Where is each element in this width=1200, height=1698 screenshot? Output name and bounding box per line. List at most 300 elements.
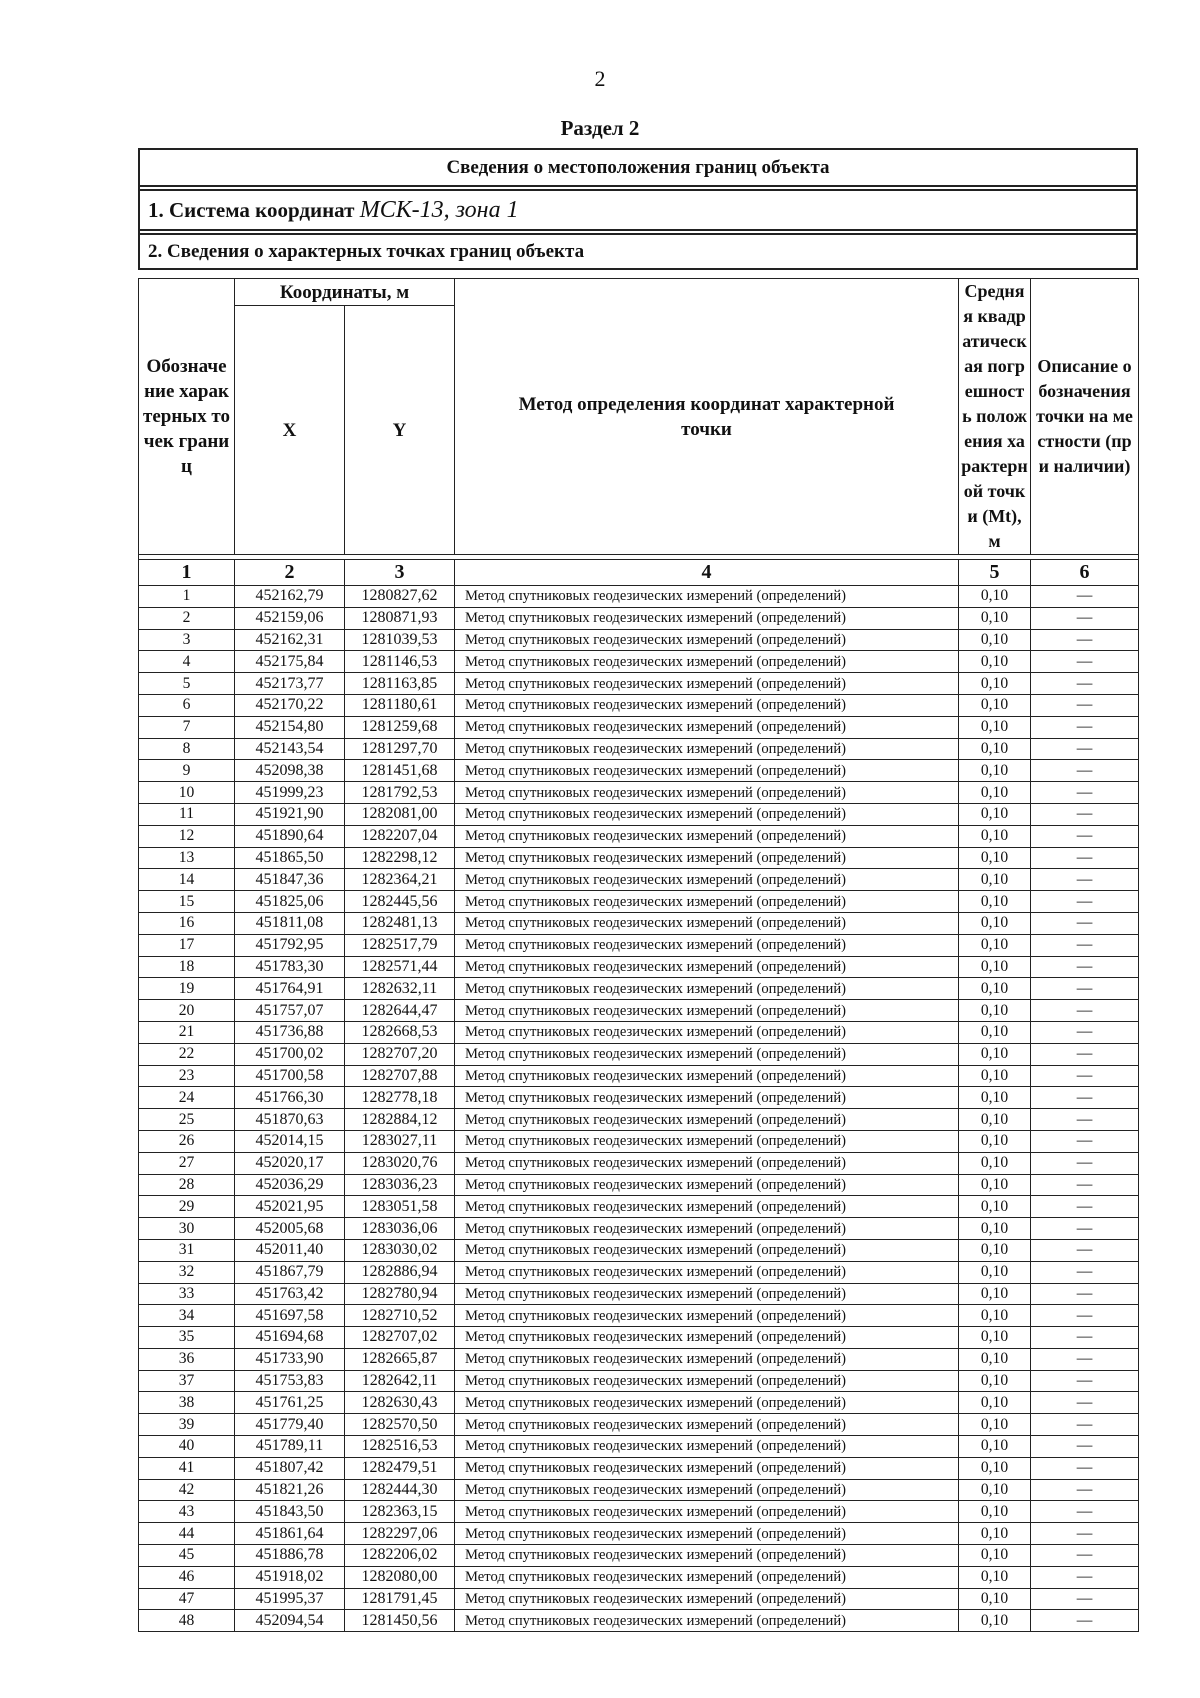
coord-y: 1282707,20 (345, 1043, 455, 1065)
method: Метод спутниковых геодезических измерений (определений) (455, 694, 959, 716)
coord-x: 451736,88 (235, 1021, 345, 1043)
method: Метод спутниковых геодезических измерений (определений) (455, 1239, 959, 1261)
method: Метод спутниковых геодезических измерений (определений) (455, 825, 959, 847)
accuracy: 0,10 (959, 716, 1031, 738)
description: — (1031, 1327, 1139, 1349)
header-title: Сведения о местоположения границ объекта (139, 149, 1137, 186)
coord-x: 451700,02 (235, 1043, 345, 1065)
accuracy: 0,10 (959, 1610, 1031, 1632)
table-row (139, 869, 1139, 891)
table-row (139, 1327, 1139, 1349)
coord-x: 452162,79 (235, 586, 345, 608)
accuracy: 0,10 (959, 1370, 1031, 1392)
description: — (1031, 1130, 1139, 1152)
description: — (1031, 1545, 1139, 1567)
coord-y: 1282207,04 (345, 825, 455, 847)
coord-y: 1282206,02 (345, 1545, 455, 1567)
point-number: 42 (139, 1479, 235, 1501)
method: Метод спутниковых геодезических измерений (определений) (455, 1109, 959, 1131)
method: Метод спутниковых геодезических измерений (определений) (455, 912, 959, 934)
table-row (139, 1523, 1139, 1545)
point-number: 31 (139, 1239, 235, 1261)
coord-y: 1282707,88 (345, 1065, 455, 1087)
table-row (139, 629, 1139, 651)
table-row (139, 1457, 1139, 1479)
table-row (139, 651, 1139, 673)
description: — (1031, 1348, 1139, 1370)
point-number: 25 (139, 1109, 235, 1131)
description: — (1031, 847, 1139, 869)
accuracy: 0,10 (959, 1457, 1031, 1479)
coord-x: 451995,37 (235, 1588, 345, 1610)
accuracy: 0,10 (959, 934, 1031, 956)
coord-y: 1281792,53 (345, 782, 455, 804)
coord-y: 1282444,30 (345, 1479, 455, 1501)
method: Метод спутниковых геодезических измерений (определений) (455, 1588, 959, 1610)
method: Метод спутниковых геодезических измерений (определений) (455, 1152, 959, 1174)
table-row (139, 1370, 1139, 1392)
point-number: 7 (139, 716, 235, 738)
point-number: 12 (139, 825, 235, 847)
point-number: 22 (139, 1043, 235, 1065)
accuracy: 0,10 (959, 1305, 1031, 1327)
description: — (1031, 978, 1139, 1000)
coord-y: 1280827,62 (345, 586, 455, 608)
coord-x: 451761,25 (235, 1392, 345, 1414)
description: — (1031, 586, 1139, 608)
accuracy: 0,10 (959, 912, 1031, 934)
col-number: 1 (139, 560, 235, 586)
method: Метод спутниковых геодезических измерений (определений) (455, 1327, 959, 1349)
point-number: 23 (139, 1065, 235, 1087)
table-row (139, 1545, 1139, 1567)
point-number: 29 (139, 1196, 235, 1218)
coord-system-value: МСК-13, зона 1 (359, 196, 519, 223)
point-number: 30 (139, 1218, 235, 1240)
coord-y: 1282884,12 (345, 1109, 455, 1131)
accuracy: 0,10 (959, 1327, 1031, 1349)
point-number: 20 (139, 1000, 235, 1022)
method: Метод спутниковых геодезических измерений (определений) (455, 1021, 959, 1043)
description: — (1031, 1218, 1139, 1240)
method: Метод спутниковых геодезических измерений (определений) (455, 1065, 959, 1087)
coord-x: 452173,77 (235, 673, 345, 695)
accuracy: 0,10 (959, 803, 1031, 825)
method: Метод спутниковых геодезических измерений (определений) (455, 738, 959, 760)
coord-y: 1283027,11 (345, 1130, 455, 1152)
description: — (1031, 1109, 1139, 1131)
description: — (1031, 673, 1139, 695)
point-number: 47 (139, 1588, 235, 1610)
coord-x: 451918,02 (235, 1566, 345, 1588)
point-number: 19 (139, 978, 235, 1000)
coord-y: 1281259,68 (345, 716, 455, 738)
description: — (1031, 1370, 1139, 1392)
coord-x: 452170,22 (235, 694, 345, 716)
table-row (139, 738, 1139, 760)
point-number: 32 (139, 1261, 235, 1283)
table-row (139, 1196, 1139, 1218)
coord-x: 451825,06 (235, 891, 345, 913)
method: Метод спутниковых геодезических измерений (определений) (455, 673, 959, 695)
table-row (139, 1414, 1139, 1436)
description: — (1031, 1021, 1139, 1043)
accuracy: 0,10 (959, 1087, 1031, 1109)
description: — (1031, 1610, 1139, 1632)
col-designation-header: Обозначение характерных точек границ (139, 279, 235, 555)
method: Метод спутниковых геодезических измерений (определений) (455, 782, 959, 804)
point-number: 6 (139, 694, 235, 716)
point-number: 17 (139, 934, 235, 956)
description: — (1031, 629, 1139, 651)
method: Метод спутниковых геодезических измерений (определений) (455, 891, 959, 913)
accuracy: 0,10 (959, 1239, 1031, 1261)
table-row (139, 1000, 1139, 1022)
coord-y: 1282668,53 (345, 1021, 455, 1043)
method: Метод спутниковых геодезических измерений (определений) (455, 1043, 959, 1065)
coord-x: 451700,58 (235, 1065, 345, 1087)
coord-y: 1281450,56 (345, 1610, 455, 1632)
col-number: 2 (235, 560, 345, 586)
col-number: 5 (959, 560, 1031, 586)
coord-y: 1282081,00 (345, 803, 455, 825)
point-number: 16 (139, 912, 235, 934)
description: — (1031, 825, 1139, 847)
point-number: 9 (139, 760, 235, 782)
coord-y: 1282778,18 (345, 1087, 455, 1109)
table-row (139, 1305, 1139, 1327)
point-number: 15 (139, 891, 235, 913)
coord-x: 452021,95 (235, 1196, 345, 1218)
accuracy: 0,10 (959, 1196, 1031, 1218)
coord-y: 1282080,00 (345, 1566, 455, 1588)
table-row (139, 1566, 1139, 1588)
coord-y: 1281791,45 (345, 1588, 455, 1610)
point-number: 38 (139, 1392, 235, 1414)
coord-y: 1282298,12 (345, 847, 455, 869)
coord-x: 451766,30 (235, 1087, 345, 1109)
accuracy: 0,10 (959, 1566, 1031, 1588)
coord-x: 452011,40 (235, 1239, 345, 1261)
coord-y: 1282570,50 (345, 1414, 455, 1436)
accuracy: 0,10 (959, 586, 1031, 608)
table-row (139, 1501, 1139, 1523)
coord-system-label: 1. Система координат (148, 197, 355, 222)
col-y-header: Y (345, 306, 455, 555)
point-number: 5 (139, 673, 235, 695)
description: — (1031, 1523, 1139, 1545)
coord-y: 1282644,47 (345, 1000, 455, 1022)
coord-x: 451870,63 (235, 1109, 345, 1131)
coord-y: 1281451,68 (345, 760, 455, 782)
table-row (139, 1152, 1139, 1174)
coord-x: 451789,11 (235, 1436, 345, 1458)
coord-x: 452005,68 (235, 1218, 345, 1240)
coord-x: 452098,38 (235, 760, 345, 782)
accuracy: 0,10 (959, 1588, 1031, 1610)
coord-x: 451733,90 (235, 1348, 345, 1370)
coord-x: 451763,42 (235, 1283, 345, 1305)
method: Метод спутниковых геодезических измерений (определений) (455, 1414, 959, 1436)
method: Метод спутниковых геодезических измерений (определений) (455, 1436, 959, 1458)
point-number: 37 (139, 1370, 235, 1392)
coord-x: 452159,06 (235, 607, 345, 629)
method: Метод спутниковых геодезических измерений (определений) (455, 869, 959, 891)
points-table (138, 278, 1139, 1632)
accuracy: 0,10 (959, 673, 1031, 695)
method: Метод спутниковых геодезических измерений (определений) (455, 978, 959, 1000)
accuracy: 0,10 (959, 1130, 1031, 1152)
table-row (139, 716, 1139, 738)
description: — (1031, 1414, 1139, 1436)
col-number: 4 (455, 560, 959, 586)
point-number: 18 (139, 956, 235, 978)
point-number: 36 (139, 1348, 235, 1370)
coord-x: 451847,36 (235, 869, 345, 891)
table-row (139, 694, 1139, 716)
description: — (1031, 651, 1139, 673)
table-row (139, 1261, 1139, 1283)
coord-system (139, 190, 1137, 230)
col-method-header: Метод определения координат характерной точки (455, 279, 959, 555)
table-row (139, 1021, 1139, 1043)
coord-y: 1282364,21 (345, 869, 455, 891)
accuracy: 0,10 (959, 1000, 1031, 1022)
point-number: 48 (139, 1610, 235, 1632)
coord-y: 1282297,06 (345, 1523, 455, 1545)
description: — (1031, 1436, 1139, 1458)
coord-y: 1282665,87 (345, 1348, 455, 1370)
table-row (139, 978, 1139, 1000)
accuracy: 0,10 (959, 651, 1031, 673)
coord-y: 1282632,11 (345, 978, 455, 1000)
accuracy: 0,10 (959, 1109, 1031, 1131)
description: — (1031, 803, 1139, 825)
table-row (139, 673, 1139, 695)
method: Метод спутниковых геодезических измерений (определений) (455, 1501, 959, 1523)
table-row (139, 1109, 1139, 1131)
method: Метод спутниковых геодезических измерений (определений) (455, 1479, 959, 1501)
coord-x: 451783,30 (235, 956, 345, 978)
coord-x: 451811,08 (235, 912, 345, 934)
description: — (1031, 607, 1139, 629)
accuracy: 0,10 (959, 1392, 1031, 1414)
table-row (139, 607, 1139, 629)
coord-x: 452154,80 (235, 716, 345, 738)
method: Метод спутниковых геодезических измерений (определений) (455, 934, 959, 956)
coord-x: 451865,50 (235, 847, 345, 869)
description: — (1031, 1174, 1139, 1196)
coord-x: 451792,95 (235, 934, 345, 956)
coord-y: 1282780,94 (345, 1283, 455, 1305)
table-row (139, 1588, 1139, 1610)
method: Метод спутниковых геодезических измерений (определений) (455, 1566, 959, 1588)
coord-y: 1283020,76 (345, 1152, 455, 1174)
accuracy: 0,10 (959, 1414, 1031, 1436)
description: — (1031, 1566, 1139, 1588)
coord-x: 452014,15 (235, 1130, 345, 1152)
point-number: 41 (139, 1457, 235, 1479)
method: Метод спутниковых геодезических измерений (определений) (455, 607, 959, 629)
description: — (1031, 1457, 1139, 1479)
description: — (1031, 1196, 1139, 1218)
description: — (1031, 869, 1139, 891)
col-number: 3 (345, 560, 455, 586)
table-row (139, 782, 1139, 804)
accuracy: 0,10 (959, 782, 1031, 804)
description: — (1031, 1283, 1139, 1305)
method: Метод спутниковых геодезических измерений (определений) (455, 1392, 959, 1414)
point-number: 14 (139, 869, 235, 891)
table-row (139, 760, 1139, 782)
point-number: 26 (139, 1130, 235, 1152)
method: Метод спутниковых геодезических измерений (определений) (455, 1283, 959, 1305)
coord-x: 451764,91 (235, 978, 345, 1000)
table-row (139, 825, 1139, 847)
accuracy: 0,10 (959, 891, 1031, 913)
accuracy: 0,10 (959, 738, 1031, 760)
point-number: 45 (139, 1545, 235, 1567)
col-number: 6 (1031, 560, 1139, 586)
accuracy: 0,10 (959, 1545, 1031, 1567)
table-row (139, 1130, 1139, 1152)
method: Метод спутниковых геодезических измерений (определений) (455, 1370, 959, 1392)
points-title: 2. Сведения о характерных точках границ объекта (139, 234, 1137, 269)
coord-y: 1282710,52 (345, 1305, 455, 1327)
description: — (1031, 782, 1139, 804)
description: — (1031, 760, 1139, 782)
point-number: 27 (139, 1152, 235, 1174)
coord-y: 1282363,15 (345, 1501, 455, 1523)
col-coordinates-header: Координаты, м (235, 279, 455, 306)
table-row (139, 803, 1139, 825)
table-row (139, 1218, 1139, 1240)
method: Метод спутниковых геодезических измерений (определений) (455, 1196, 959, 1218)
point-number: 24 (139, 1087, 235, 1109)
method: Метод спутниковых геодезических измерений (определений) (455, 760, 959, 782)
coord-y: 1282479,51 (345, 1457, 455, 1479)
page-number: 2 (594, 66, 606, 91)
method: Метод спутниковых геодезических измерений (определений) (455, 1305, 959, 1327)
column-numbers-row (139, 560, 1139, 586)
coord-x: 451807,42 (235, 1457, 345, 1479)
table-row (139, 1239, 1139, 1261)
coord-x: 451694,68 (235, 1327, 345, 1349)
description: — (1031, 1152, 1139, 1174)
coord-y: 1280871,93 (345, 607, 455, 629)
method: Метод спутниковых геодезических измерений (определений) (455, 1610, 959, 1632)
object-header (138, 148, 1138, 270)
coord-y: 1282517,79 (345, 934, 455, 956)
accuracy: 0,10 (959, 607, 1031, 629)
method: Метод спутниковых геодезических измерений (определений) (455, 1130, 959, 1152)
accuracy: 0,10 (959, 1523, 1031, 1545)
description: — (1031, 1065, 1139, 1087)
table-row (139, 586, 1139, 608)
accuracy: 0,10 (959, 1152, 1031, 1174)
coord-x: 452162,31 (235, 629, 345, 651)
point-number: 44 (139, 1523, 235, 1545)
description: — (1031, 1087, 1139, 1109)
table-row (139, 847, 1139, 869)
coord-y: 1282571,44 (345, 956, 455, 978)
coord-y: 1283051,58 (345, 1196, 455, 1218)
coord-y: 1282445,56 (345, 891, 455, 913)
accuracy: 0,10 (959, 1218, 1031, 1240)
accuracy: 0,10 (959, 1261, 1031, 1283)
coord-x: 452036,29 (235, 1174, 345, 1196)
table-row (139, 1348, 1139, 1370)
point-number: 1 (139, 586, 235, 608)
point-number: 3 (139, 629, 235, 651)
coord-y: 1281297,70 (345, 738, 455, 760)
method: Метод спутниковых геодезических измерений (определений) (455, 847, 959, 869)
description: — (1031, 1261, 1139, 1283)
coord-x: 451999,23 (235, 782, 345, 804)
accuracy: 0,10 (959, 1501, 1031, 1523)
accuracy: 0,10 (959, 847, 1031, 869)
coord-y: 1281163,85 (345, 673, 455, 695)
description: — (1031, 1588, 1139, 1610)
table-row (139, 1610, 1139, 1632)
coord-x: 452143,54 (235, 738, 345, 760)
description: — (1031, 716, 1139, 738)
method: Метод спутниковых геодезических измерений (определений) (455, 1523, 959, 1545)
method: Метод спутниковых геодезических измерений (определений) (455, 716, 959, 738)
coord-x: 451890,64 (235, 825, 345, 847)
coord-x: 452020,17 (235, 1152, 345, 1174)
point-number: 4 (139, 651, 235, 673)
method: Метод спутниковых геодезических измерений (определений) (455, 1087, 959, 1109)
accuracy: 0,10 (959, 1479, 1031, 1501)
table-row (139, 1087, 1139, 1109)
coord-x: 451886,78 (235, 1545, 345, 1567)
description: — (1031, 738, 1139, 760)
coord-y: 1282630,43 (345, 1392, 455, 1414)
coord-y: 1283036,06 (345, 1218, 455, 1240)
accuracy: 0,10 (959, 978, 1031, 1000)
coord-y: 1282707,02 (345, 1327, 455, 1349)
accuracy: 0,10 (959, 1283, 1031, 1305)
coord-y: 1282886,94 (345, 1261, 455, 1283)
coord-y: 1282642,11 (345, 1370, 455, 1392)
table-row (139, 1392, 1139, 1414)
table-row (139, 1065, 1139, 1087)
method: Метод спутниковых геодезических измерений (определений) (455, 651, 959, 673)
method: Метод спутниковых геодезических измерений (определений) (455, 1457, 959, 1479)
table-row (139, 1436, 1139, 1458)
coord-x: 452094,54 (235, 1610, 345, 1632)
accuracy: 0,10 (959, 629, 1031, 651)
description: — (1031, 934, 1139, 956)
coord-y: 1283030,02 (345, 1239, 455, 1261)
description: — (1031, 1043, 1139, 1065)
table-row (139, 891, 1139, 913)
description: — (1031, 1479, 1139, 1501)
method: Метод спутниковых геодезических измерений (определений) (455, 803, 959, 825)
description: — (1031, 1000, 1139, 1022)
method: Метод спутниковых геодезических измерений (определений) (455, 586, 959, 608)
coord-y: 1282481,13 (345, 912, 455, 934)
table-row (139, 1283, 1139, 1305)
description: — (1031, 694, 1139, 716)
accuracy: 0,10 (959, 1436, 1031, 1458)
method: Метод спутниковых геодезических измерений (определений) (455, 1174, 959, 1196)
description: — (1031, 1305, 1139, 1327)
point-number: 2 (139, 607, 235, 629)
method: Метод спутниковых геодезических измерений (определений) (455, 1218, 959, 1240)
col-description-header: Описание обозначения точки на местности (при наличии) (1031, 279, 1139, 555)
